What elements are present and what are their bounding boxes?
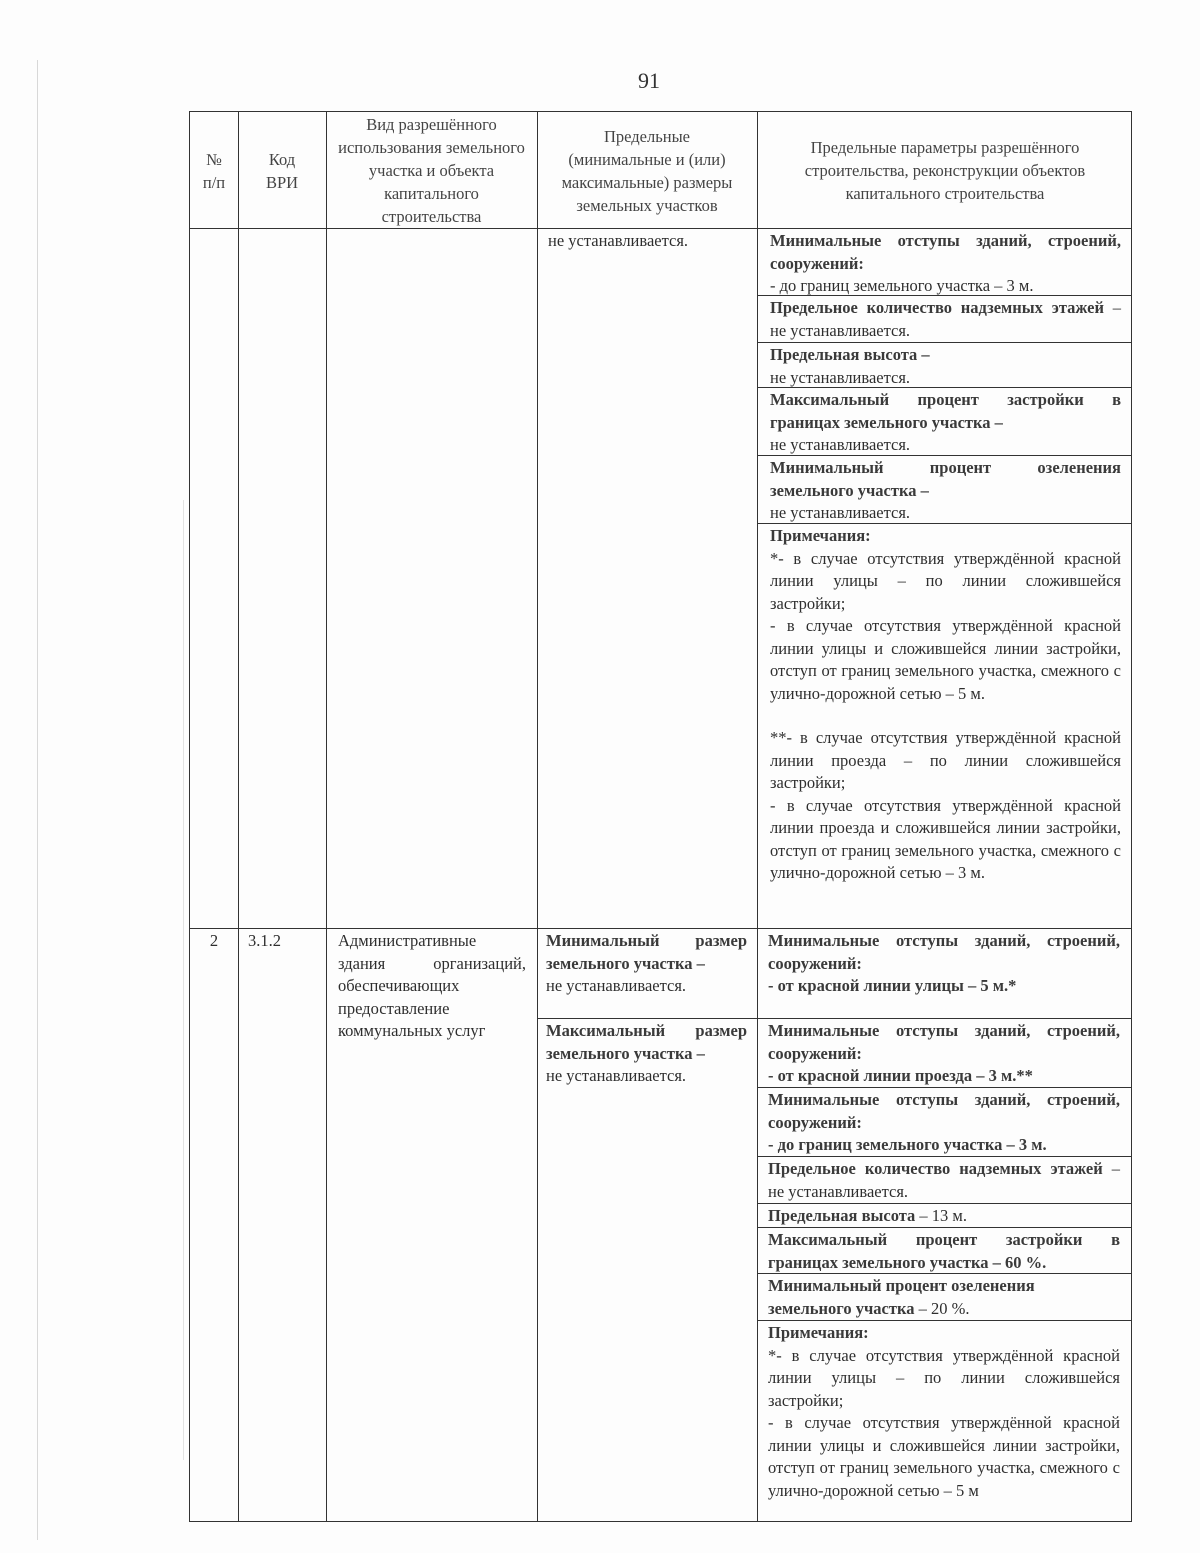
- row1-param-5: Минимальный процент озеленения земельного участка – не устанавливается.: [770, 458, 1121, 522]
- scan-edge-line: [37, 60, 38, 1540]
- row2-param-5: Предельная высота – 13 м.: [768, 1206, 967, 1225]
- param-divider: [757, 1273, 1131, 1274]
- column-divider: [537, 112, 538, 1521]
- row2-param-4: Предельное количество надземных этажей – не устанавливается.: [768, 1159, 1120, 1201]
- header-sizes: Предельные (минимальные и (или) максимальные) размеры земельных участков: [561, 126, 733, 215]
- param-divider: [757, 1018, 1131, 1019]
- param-divider: [757, 1203, 1131, 1204]
- row2-kind: Административные здания организаций, обеспечивающих предоставление коммунальных услуг: [338, 931, 526, 1040]
- param-divider: [757, 1087, 1131, 1088]
- param-divider: [757, 342, 1131, 343]
- row1-param-2: Предельное количество надземных этажей – не устанавливается.: [770, 298, 1121, 340]
- param-divider: [757, 387, 1131, 388]
- header-kind: Вид разрешённого использования земельного участка и объекта капитального строительства: [338, 115, 525, 226]
- column-divider: [326, 112, 327, 1521]
- regulations-table: [189, 111, 1132, 1522]
- column-divider: [757, 112, 758, 1521]
- row2-param-3: Минимальные отступы зданий, строений, сооружений: - до границ земельного участка – 3 м.: [768, 1090, 1120, 1154]
- row2-size-min: Минимальный размер земельного участка – не устанавливается.: [546, 931, 747, 995]
- param-divider: [757, 523, 1131, 524]
- page-number: 91: [638, 68, 660, 93]
- row-divider: [190, 928, 1131, 929]
- param-divider: [757, 1156, 1131, 1157]
- header-params: Предельные параметры разрешённого строительства, реконструкции объектов капитального строительства: [804, 138, 1086, 203]
- param-divider: [757, 1320, 1131, 1321]
- param-divider: [757, 455, 1131, 456]
- row1-param-1: Минимальные отступы зданий, строений, сооружений: - до границ земельного участка – 3 м.: [770, 231, 1121, 295]
- row1-param-3: Предельная высота – не устанавливается.: [770, 345, 930, 387]
- header-num: № п/п: [202, 149, 226, 192]
- column-divider: [238, 112, 239, 1521]
- row1-size-text: не устанавливается.: [548, 231, 689, 250]
- param-divider: [757, 1227, 1131, 1228]
- row2-size-max: Максимальный размер земельного участка – не устанавливается.: [546, 1021, 747, 1085]
- header-divider: [190, 228, 1131, 229]
- row2-param-7: Минимальный процент озеленения земельного участка – 20 %.: [768, 1276, 1035, 1318]
- row2-param-2: Минимальные отступы зданий, строений, сооружений: - от красной линии проезда – 3 м.**: [768, 1021, 1120, 1085]
- size-divider: [537, 1018, 757, 1019]
- row2-num: 2: [209, 931, 219, 950]
- param-divider: [757, 295, 1131, 296]
- row1-param-4: Максимальный процент застройки в границах земельного участка – не устанавливается.: [770, 390, 1121, 454]
- scan-edge-line: [183, 500, 184, 1460]
- row2-notes: Примечания: *- в случае отсутствия утверждённой красной линии улицы – по линии сложившейся застройки; - в случае отсутствия утверждённой красной линии улицы и сложившейся линии застройки, отступ от границ земельного участка, смежного с улично-дорожной сетью – 5 м: [768, 1323, 1120, 1500]
- row2-param-6: Максимальный процент застройки в границах земельного участка – 60 %.: [768, 1230, 1120, 1272]
- row1-notes: Примечания: *- в случае отсутствия утверждённой красной линии улицы – по линии сложившейся застройки; - в случае отсутствия утверждённой красной линии улицы и сложившейся линии застройки, отступ от границ земельного участка, смежного с улично-дорожной сетью – 5 м. **- в случае отсутствия утверждённой красной линии проезда – по линии сложившейся застройки; - в случае отсутствия утверждённой красной линии проезда и сложившейся линии застройки, отступ от границ земельного участка, смежного с улично-дорожной сетью – 3 м.: [770, 526, 1121, 882]
- header-code: Код ВРИ: [265, 149, 299, 192]
- row2-param-1: Минимальные отступы зданий, строений, сооружений: - от красной линии улицы – 5 м.*: [768, 931, 1120, 995]
- row2-code: 3.1.2: [248, 931, 281, 950]
